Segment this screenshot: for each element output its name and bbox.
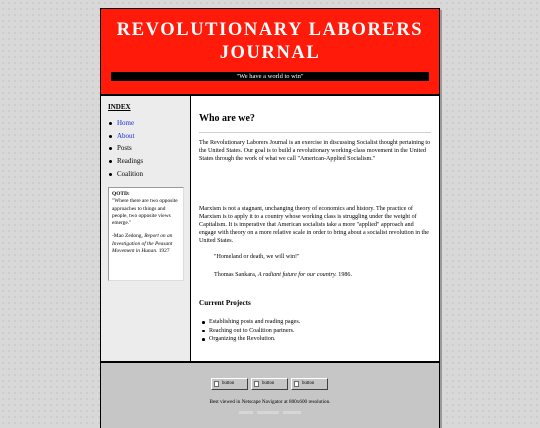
footer-faint-text	[101, 408, 439, 417]
qotd-box	[108, 187, 184, 281]
badge-alt-text: button	[302, 381, 315, 386]
main-content	[191, 96, 439, 361]
qotd-attribution	[112, 233, 180, 255]
qotd-heading: QOTD:	[112, 191, 130, 197]
site-title-line1: REVOLUTIONARY LABORERS	[116, 20, 424, 40]
best-viewed-notice: Best viewed in Netscape Navigator at 800x600 resolution.	[209, 399, 331, 405]
sankara-quote: "Homeland or death, we will win!"	[214, 254, 300, 260]
badge-alt-text: button	[222, 381, 235, 386]
broken-image-icon	[294, 381, 299, 387]
heading-divider	[199, 132, 431, 133]
nav-item-posts: Posts	[101, 143, 143, 156]
projects-list	[199, 318, 300, 344]
qotd-quote: "Where there are two opposite approaches to things and people, two opposite views emerge."	[112, 198, 178, 227]
qotd-source: Report on an Investigation of the Peasant Movement in Hunan.	[112, 233, 173, 255]
list-item: Organizing the Revolution.	[199, 335, 300, 344]
site-title-line2: JOURNAL	[219, 43, 321, 63]
projects-heading: Current Projects	[199, 299, 251, 307]
paragraph-marxism: Marxism is not a stagnant, unchanging theory of economics and history. The practice of Marxism is to apply it to a country whose working class is struggling under the weight of Capitalism. It is imperative that American socialists take a more "applied" approach and engage with theory on a more relative scale in order to bring about a socialist revolution in the United States.	[199, 206, 429, 244]
paragraph-intro: The Revolutionary Laborers Journal is an exercise in discussing Socialist thought pertaining to the United States. Our goal is to build a revolutionary working-class movement in the United States through the work of what we call "American-Applied Socialism."	[199, 140, 431, 162]
site-footer	[101, 361, 439, 428]
list-item: Reaching out to Coalition partners.	[199, 327, 300, 336]
broken-image-icon	[214, 381, 219, 387]
sidebar	[101, 96, 191, 361]
list-item: Establishing posts and reading pages.	[199, 318, 300, 327]
sankara-year: 1986.	[338, 272, 352, 278]
site-title	[101, 19, 439, 65]
qotd-author: -Mao Zedong,	[112, 233, 143, 240]
badge-row	[211, 378, 328, 390]
web-badge-3[interactable]	[291, 378, 328, 390]
slogan-bar: "We have a world to win"	[111, 72, 429, 81]
sankara-attribution	[214, 272, 429, 280]
page-container	[100, 8, 440, 428]
sankara-source: A radiant future for our country.	[257, 272, 337, 278]
section-heading-who: Who are we?	[199, 113, 255, 124]
nav-item-readings: Readings	[101, 156, 143, 169]
broken-image-icon	[254, 381, 259, 387]
nav-item-home[interactable]: Home	[101, 118, 143, 131]
web-badge-2[interactable]	[251, 378, 288, 390]
badge-alt-text: button	[262, 381, 275, 386]
nav-item-coalition: Coalition	[101, 169, 143, 182]
index-title: INDEX	[108, 103, 131, 111]
sidebar-nav	[101, 118, 143, 181]
site-banner	[101, 9, 439, 96]
web-badge-1[interactable]	[211, 378, 248, 390]
nav-item-about[interactable]: About	[101, 131, 143, 144]
qotd-year: 1927	[158, 248, 170, 255]
sankara-author: Thomas Sankara,	[214, 272, 257, 278]
